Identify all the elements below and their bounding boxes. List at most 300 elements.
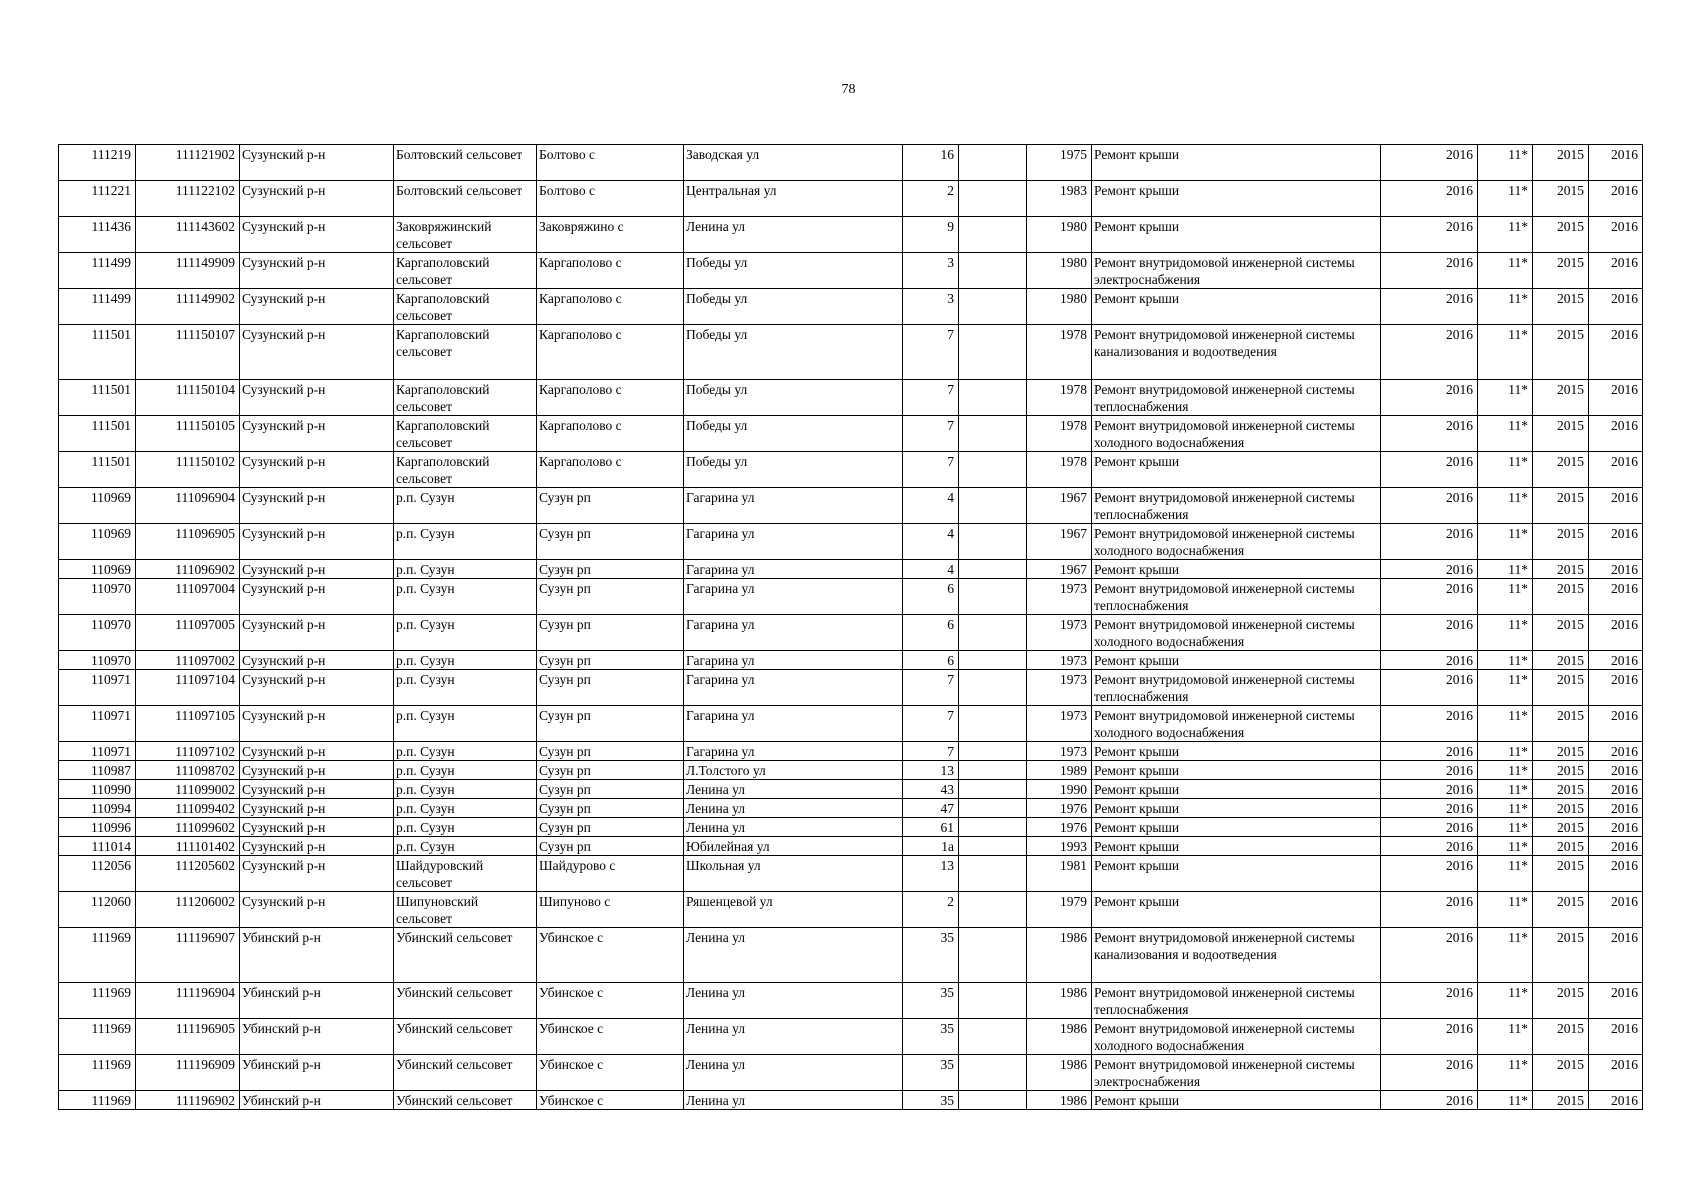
cell-code: 11* — [1478, 488, 1533, 524]
cell-municipality: Каргаполовский сельсовет — [394, 325, 537, 380]
cell-district: Сузунский р-н — [240, 579, 394, 615]
cell-work-type: Ремонт внутридомовой инженерной системы теплоснабжения — [1092, 579, 1381, 615]
cell-municipality: Убинский сельсовет — [394, 1091, 537, 1110]
cell-start-year: 2015 — [1533, 780, 1589, 799]
cell-build-year: 1978 — [1027, 416, 1092, 452]
cell-district: Сузунский р-н — [240, 380, 394, 416]
cell-street: Гагарина ул — [684, 560, 903, 579]
cell-district: Сузунский р-н — [240, 780, 394, 799]
cell-street: Л.Толстого ул — [684, 761, 903, 780]
cell-start-year: 2015 — [1533, 1019, 1589, 1055]
cell-end-year: 2016 — [1589, 928, 1643, 983]
cell-district: Сузунский р-н — [240, 818, 394, 837]
cell-work-id: 111096904 — [136, 488, 240, 524]
cell-build-year: 1973 — [1027, 651, 1092, 670]
cell-end-year: 2016 — [1589, 452, 1643, 488]
repair-program-table — [58, 144, 1643, 1110]
table-row — [59, 651, 1643, 670]
cell-address-id: 110971 — [59, 670, 136, 706]
cell-address-id: 110969 — [59, 560, 136, 579]
cell-building — [959, 742, 1027, 761]
cell-house-number: 9 — [903, 217, 959, 253]
cell-municipality: р.п. Сузун — [394, 818, 537, 837]
cell-settlement: Болтово с — [537, 181, 684, 217]
cell-end-year: 2016 — [1589, 1019, 1643, 1055]
cell-house-number: 6 — [903, 651, 959, 670]
cell-work-type: Ремонт внутридомовой инженерной системы холодного водоснабжения — [1092, 706, 1381, 742]
cell-work-type: Ремонт крыши — [1092, 761, 1381, 780]
cell-street: Гагарина ул — [684, 742, 903, 761]
cell-building — [959, 670, 1027, 706]
cell-settlement: Сузун рп — [537, 651, 684, 670]
table-row — [59, 799, 1643, 818]
cell-end-year: 2016 — [1589, 1091, 1643, 1110]
cell-district: Сузунский р-н — [240, 761, 394, 780]
cell-municipality: р.п. Сузун — [394, 560, 537, 579]
cell-build-year: 1980 — [1027, 217, 1092, 253]
cell-start-year: 2015 — [1533, 615, 1589, 651]
cell-code: 11* — [1478, 837, 1533, 856]
cell-work-type: Ремонт внутридомовой инженерной системы теплоснабжения — [1092, 983, 1381, 1019]
cell-code: 11* — [1478, 416, 1533, 452]
cell-street: Ленина ул — [684, 1091, 903, 1110]
cell-district: Сузунский р-н — [240, 615, 394, 651]
cell-address-id: 110970 — [59, 651, 136, 670]
cell-settlement: Каргаполово с — [537, 380, 684, 416]
cell-house-number: 7 — [903, 325, 959, 380]
cell-code: 11* — [1478, 761, 1533, 780]
cell-start-year: 2015 — [1533, 670, 1589, 706]
page-number: 78 — [841, 82, 856, 97]
cell-address-id: 111969 — [59, 983, 136, 1019]
cell-district: Сузунский р-н — [240, 892, 394, 928]
cell-settlement: Каргаполово с — [537, 416, 684, 452]
cell-street: Гагарина ул — [684, 615, 903, 651]
cell-start-year: 2015 — [1533, 1091, 1589, 1110]
table-row — [59, 780, 1643, 799]
cell-address-id: 111499 — [59, 253, 136, 289]
cell-house-number: 7 — [903, 742, 959, 761]
cell-street: Школьная ул — [684, 856, 903, 892]
table-row — [59, 181, 1643, 217]
cell-street: Ленина ул — [684, 1055, 903, 1091]
cell-code: 11* — [1478, 892, 1533, 928]
cell-build-year: 1978 — [1027, 452, 1092, 488]
cell-plan-year: 2016 — [1381, 253, 1478, 289]
cell-house-number: 4 — [903, 560, 959, 579]
cell-settlement: Сузун рп — [537, 761, 684, 780]
cell-street: Гагарина ул — [684, 706, 903, 742]
cell-build-year: 1986 — [1027, 983, 1092, 1019]
cell-start-year: 2015 — [1533, 524, 1589, 560]
cell-end-year: 2016 — [1589, 488, 1643, 524]
cell-build-year: 1993 — [1027, 837, 1092, 856]
cell-street: Ленина ул — [684, 780, 903, 799]
cell-code: 11* — [1478, 856, 1533, 892]
cell-work-id: 111150105 — [136, 416, 240, 452]
cell-building — [959, 892, 1027, 928]
cell-work-id: 111150107 — [136, 325, 240, 380]
cell-plan-year: 2016 — [1381, 579, 1478, 615]
cell-municipality: р.п. Сузун — [394, 742, 537, 761]
cell-building — [959, 181, 1027, 217]
cell-municipality: р.п. Сузун — [394, 761, 537, 780]
cell-house-number: 4 — [903, 488, 959, 524]
cell-work-id: 111150102 — [136, 452, 240, 488]
cell-house-number: 35 — [903, 983, 959, 1019]
cell-address-id: 111501 — [59, 416, 136, 452]
cell-end-year: 2016 — [1589, 651, 1643, 670]
cell-code: 11* — [1478, 615, 1533, 651]
cell-build-year: 1967 — [1027, 488, 1092, 524]
cell-work-id: 111206002 — [136, 892, 240, 928]
cell-build-year: 1986 — [1027, 928, 1092, 983]
cell-municipality: р.п. Сузун — [394, 524, 537, 560]
cell-plan-year: 2016 — [1381, 799, 1478, 818]
cell-code: 11* — [1478, 560, 1533, 579]
cell-settlement: Сузун рп — [537, 560, 684, 579]
cell-building — [959, 1055, 1027, 1091]
cell-work-id: 111098702 — [136, 761, 240, 780]
cell-district: Сузунский р-н — [240, 181, 394, 217]
cell-work-type: Ремонт внутридомовой инженерной системы холодного водоснабжения — [1092, 524, 1381, 560]
cell-house-number: 2 — [903, 892, 959, 928]
cell-street: Ряшенцевой ул — [684, 892, 903, 928]
cell-build-year: 1979 — [1027, 892, 1092, 928]
cell-house-number: 6 — [903, 579, 959, 615]
cell-build-year: 1978 — [1027, 325, 1092, 380]
cell-work-type: Ремонт крыши — [1092, 145, 1381, 181]
cell-end-year: 2016 — [1589, 818, 1643, 837]
cell-house-number: 1а — [903, 837, 959, 856]
cell-address-id: 110971 — [59, 706, 136, 742]
cell-house-number: 2 — [903, 181, 959, 217]
cell-start-year: 2015 — [1533, 579, 1589, 615]
cell-street: Победы ул — [684, 452, 903, 488]
cell-work-id: 111149909 — [136, 253, 240, 289]
cell-work-id: 111097104 — [136, 670, 240, 706]
cell-address-id: 110987 — [59, 761, 136, 780]
cell-district: Убинский р-н — [240, 1055, 394, 1091]
cell-start-year: 2015 — [1533, 145, 1589, 181]
cell-work-id: 111097105 — [136, 706, 240, 742]
cell-district: Сузунский р-н — [240, 651, 394, 670]
cell-work-id: 111196905 — [136, 1019, 240, 1055]
cell-address-id: 111501 — [59, 452, 136, 488]
cell-building — [959, 253, 1027, 289]
table-row — [59, 615, 1643, 651]
cell-district: Сузунский р-н — [240, 253, 394, 289]
cell-start-year: 2015 — [1533, 416, 1589, 452]
cell-address-id: 111499 — [59, 289, 136, 325]
cell-end-year: 2016 — [1589, 706, 1643, 742]
cell-build-year: 1973 — [1027, 706, 1092, 742]
cell-building — [959, 837, 1027, 856]
table-row — [59, 253, 1643, 289]
cell-building — [959, 488, 1027, 524]
cell-plan-year: 2016 — [1381, 217, 1478, 253]
cell-address-id: 110970 — [59, 579, 136, 615]
cell-building — [959, 928, 1027, 983]
cell-build-year: 1990 — [1027, 780, 1092, 799]
cell-code: 11* — [1478, 1019, 1533, 1055]
cell-build-year: 1981 — [1027, 856, 1092, 892]
cell-start-year: 2015 — [1533, 799, 1589, 818]
cell-municipality: Каргаполовский сельсовет — [394, 253, 537, 289]
cell-plan-year: 2016 — [1381, 928, 1478, 983]
cell-plan-year: 2016 — [1381, 761, 1478, 780]
cell-municipality: Заковряжинский сельсовет — [394, 217, 537, 253]
cell-start-year: 2015 — [1533, 1055, 1589, 1091]
cell-district: Сузунский р-н — [240, 416, 394, 452]
cell-build-year: 1973 — [1027, 670, 1092, 706]
cell-build-year: 1967 — [1027, 524, 1092, 560]
cell-district: Сузунский р-н — [240, 325, 394, 380]
table-row — [59, 579, 1643, 615]
cell-start-year: 2015 — [1533, 856, 1589, 892]
cell-settlement: Сузун рп — [537, 524, 684, 560]
cell-end-year: 2016 — [1589, 289, 1643, 325]
cell-plan-year: 2016 — [1381, 856, 1478, 892]
table-row — [59, 452, 1643, 488]
cell-district: Сузунский р-н — [240, 488, 394, 524]
cell-house-number: 35 — [903, 1019, 959, 1055]
cell-start-year: 2015 — [1533, 181, 1589, 217]
cell-building — [959, 524, 1027, 560]
cell-work-type: Ремонт крыши — [1092, 289, 1381, 325]
cell-building — [959, 217, 1027, 253]
cell-start-year: 2015 — [1533, 289, 1589, 325]
cell-plan-year: 2016 — [1381, 488, 1478, 524]
cell-start-year: 2015 — [1533, 928, 1589, 983]
cell-settlement: Сузун рп — [537, 780, 684, 799]
cell-plan-year: 2016 — [1381, 742, 1478, 761]
cell-street: Гагарина ул — [684, 651, 903, 670]
cell-settlement: Сузун рп — [537, 615, 684, 651]
cell-settlement: Убинское с — [537, 1055, 684, 1091]
cell-house-number: 43 — [903, 780, 959, 799]
cell-build-year: 1976 — [1027, 818, 1092, 837]
cell-end-year: 2016 — [1589, 579, 1643, 615]
cell-code: 11* — [1478, 742, 1533, 761]
cell-code: 11* — [1478, 1091, 1533, 1110]
cell-settlement: Убинское с — [537, 928, 684, 983]
cell-start-year: 2015 — [1533, 761, 1589, 780]
cell-build-year: 1980 — [1027, 289, 1092, 325]
cell-building — [959, 325, 1027, 380]
cell-district: Сузунский р-н — [240, 452, 394, 488]
cell-building — [959, 780, 1027, 799]
cell-settlement: Убинское с — [537, 983, 684, 1019]
cell-plan-year: 2016 — [1381, 983, 1478, 1019]
cell-work-id: 111150104 — [136, 380, 240, 416]
cell-work-id: 111099402 — [136, 799, 240, 818]
cell-plan-year: 2016 — [1381, 706, 1478, 742]
cell-build-year: 1986 — [1027, 1091, 1092, 1110]
cell-code: 11* — [1478, 1055, 1533, 1091]
cell-plan-year: 2016 — [1381, 380, 1478, 416]
cell-start-year: 2015 — [1533, 452, 1589, 488]
cell-house-number: 13 — [903, 761, 959, 780]
cell-municipality: Болтовский сельсовет — [394, 181, 537, 217]
cell-end-year: 2016 — [1589, 799, 1643, 818]
cell-plan-year: 2016 — [1381, 892, 1478, 928]
cell-street: Победы ул — [684, 380, 903, 416]
cell-work-type: Ремонт крыши — [1092, 799, 1381, 818]
cell-settlement: Заковряжино с — [537, 217, 684, 253]
cell-work-type: Ремонт внутридомовой инженерной системы теплоснабжения — [1092, 670, 1381, 706]
cell-address-id: 111969 — [59, 1055, 136, 1091]
table-row — [59, 670, 1643, 706]
table-row — [59, 928, 1643, 983]
cell-work-id: 111196909 — [136, 1055, 240, 1091]
cell-settlement: Шипуново с — [537, 892, 684, 928]
cell-house-number: 35 — [903, 1055, 959, 1091]
cell-work-id: 111097005 — [136, 615, 240, 651]
cell-building — [959, 856, 1027, 892]
cell-start-year: 2015 — [1533, 892, 1589, 928]
cell-work-id: 111205602 — [136, 856, 240, 892]
cell-district: Убинский р-н — [240, 928, 394, 983]
cell-street: Победы ул — [684, 416, 903, 452]
cell-settlement: Шайдурово с — [537, 856, 684, 892]
cell-code: 11* — [1478, 651, 1533, 670]
table-row — [59, 325, 1643, 380]
cell-address-id: 111221 — [59, 181, 136, 217]
cell-work-type: Ремонт внутридомовой инженерной системы канализования и водоотведения — [1092, 325, 1381, 380]
cell-code: 11* — [1478, 524, 1533, 560]
cell-end-year: 2016 — [1589, 1055, 1643, 1091]
cell-start-year: 2015 — [1533, 651, 1589, 670]
cell-settlement: Сузун рп — [537, 818, 684, 837]
cell-district: Сузунский р-н — [240, 670, 394, 706]
cell-building — [959, 615, 1027, 651]
cell-district: Сузунский р-н — [240, 524, 394, 560]
cell-plan-year: 2016 — [1381, 818, 1478, 837]
table-row — [59, 560, 1643, 579]
cell-end-year: 2016 — [1589, 217, 1643, 253]
cell-street: Центральная ул — [684, 181, 903, 217]
cell-house-number: 16 — [903, 145, 959, 181]
cell-work-id: 111196907 — [136, 928, 240, 983]
cell-building — [959, 289, 1027, 325]
cell-municipality: Убинский сельсовет — [394, 983, 537, 1019]
cell-plan-year: 2016 — [1381, 615, 1478, 651]
cell-work-id: 111196904 — [136, 983, 240, 1019]
cell-code: 11* — [1478, 253, 1533, 289]
cell-district: Сузунский р-н — [240, 799, 394, 818]
cell-street: Победы ул — [684, 289, 903, 325]
cell-municipality: р.п. Сузун — [394, 615, 537, 651]
cell-address-id: 110990 — [59, 780, 136, 799]
cell-plan-year: 2016 — [1381, 560, 1478, 579]
cell-address-id: 110996 — [59, 818, 136, 837]
cell-settlement: Каргаполово с — [537, 325, 684, 380]
table-row — [59, 983, 1643, 1019]
cell-street: Ленина ул — [684, 799, 903, 818]
cell-address-id: 112060 — [59, 892, 136, 928]
cell-address-id: 112056 — [59, 856, 136, 892]
cell-work-type: Ремонт крыши — [1092, 892, 1381, 928]
cell-code: 11* — [1478, 818, 1533, 837]
cell-municipality: р.п. Сузун — [394, 670, 537, 706]
cell-build-year: 1986 — [1027, 1019, 1092, 1055]
cell-work-type: Ремонт крыши — [1092, 560, 1381, 579]
cell-plan-year: 2016 — [1381, 289, 1478, 325]
table-row — [59, 742, 1643, 761]
cell-municipality: Убинский сельсовет — [394, 1055, 537, 1091]
cell-plan-year: 2016 — [1381, 651, 1478, 670]
cell-street: Ленина ул — [684, 1019, 903, 1055]
cell-district: Убинский р-н — [240, 1091, 394, 1110]
cell-municipality: Убинский сельсовет — [394, 1019, 537, 1055]
cell-building — [959, 1019, 1027, 1055]
cell-work-id: 111097004 — [136, 579, 240, 615]
cell-settlement: Сузун рп — [537, 706, 684, 742]
cell-end-year: 2016 — [1589, 780, 1643, 799]
cell-build-year: 1983 — [1027, 181, 1092, 217]
table-row — [59, 706, 1643, 742]
table-row — [59, 217, 1643, 253]
table-row — [59, 1091, 1643, 1110]
cell-end-year: 2016 — [1589, 761, 1643, 780]
cell-end-year: 2016 — [1589, 615, 1643, 651]
cell-house-number: 47 — [903, 799, 959, 818]
cell-start-year: 2015 — [1533, 488, 1589, 524]
cell-building — [959, 651, 1027, 670]
cell-start-year: 2015 — [1533, 560, 1589, 579]
cell-district: Сузунский р-н — [240, 856, 394, 892]
cell-settlement: Убинское с — [537, 1091, 684, 1110]
table-row — [59, 837, 1643, 856]
cell-district: Сузунский р-н — [240, 837, 394, 856]
cell-start-year: 2015 — [1533, 217, 1589, 253]
cell-build-year: 1975 — [1027, 145, 1092, 181]
cell-street: Гагарина ул — [684, 524, 903, 560]
cell-settlement: Каргаполово с — [537, 452, 684, 488]
cell-building — [959, 983, 1027, 1019]
cell-address-id: 110969 — [59, 488, 136, 524]
cell-end-year: 2016 — [1589, 670, 1643, 706]
cell-municipality: р.п. Сузун — [394, 488, 537, 524]
cell-work-id: 111101402 — [136, 837, 240, 856]
table-row — [59, 524, 1643, 560]
cell-house-number: 7 — [903, 706, 959, 742]
cell-code: 11* — [1478, 217, 1533, 253]
cell-work-type: Ремонт внутридомовой инженерной системы теплоснабжения — [1092, 488, 1381, 524]
cell-address-id: 111014 — [59, 837, 136, 856]
cell-street: Гагарина ул — [684, 670, 903, 706]
table-row — [59, 1019, 1643, 1055]
cell-work-id: 111121902 — [136, 145, 240, 181]
cell-work-type: Ремонт крыши — [1092, 837, 1381, 856]
cell-street: Победы ул — [684, 253, 903, 289]
cell-build-year: 1986 — [1027, 1055, 1092, 1091]
cell-work-type: Ремонт крыши — [1092, 181, 1381, 217]
cell-work-id: 111097102 — [136, 742, 240, 761]
cell-street: Заводская ул — [684, 145, 903, 181]
cell-start-year: 2015 — [1533, 837, 1589, 856]
cell-work-id: 111097002 — [136, 651, 240, 670]
cell-street: Гагарина ул — [684, 579, 903, 615]
cell-code: 11* — [1478, 145, 1533, 181]
cell-code: 11* — [1478, 579, 1533, 615]
cell-house-number: 3 — [903, 253, 959, 289]
cell-municipality: р.п. Сузун — [394, 579, 537, 615]
cell-settlement: Каргаполово с — [537, 289, 684, 325]
cell-address-id: 110971 — [59, 742, 136, 761]
cell-start-year: 2015 — [1533, 983, 1589, 1019]
